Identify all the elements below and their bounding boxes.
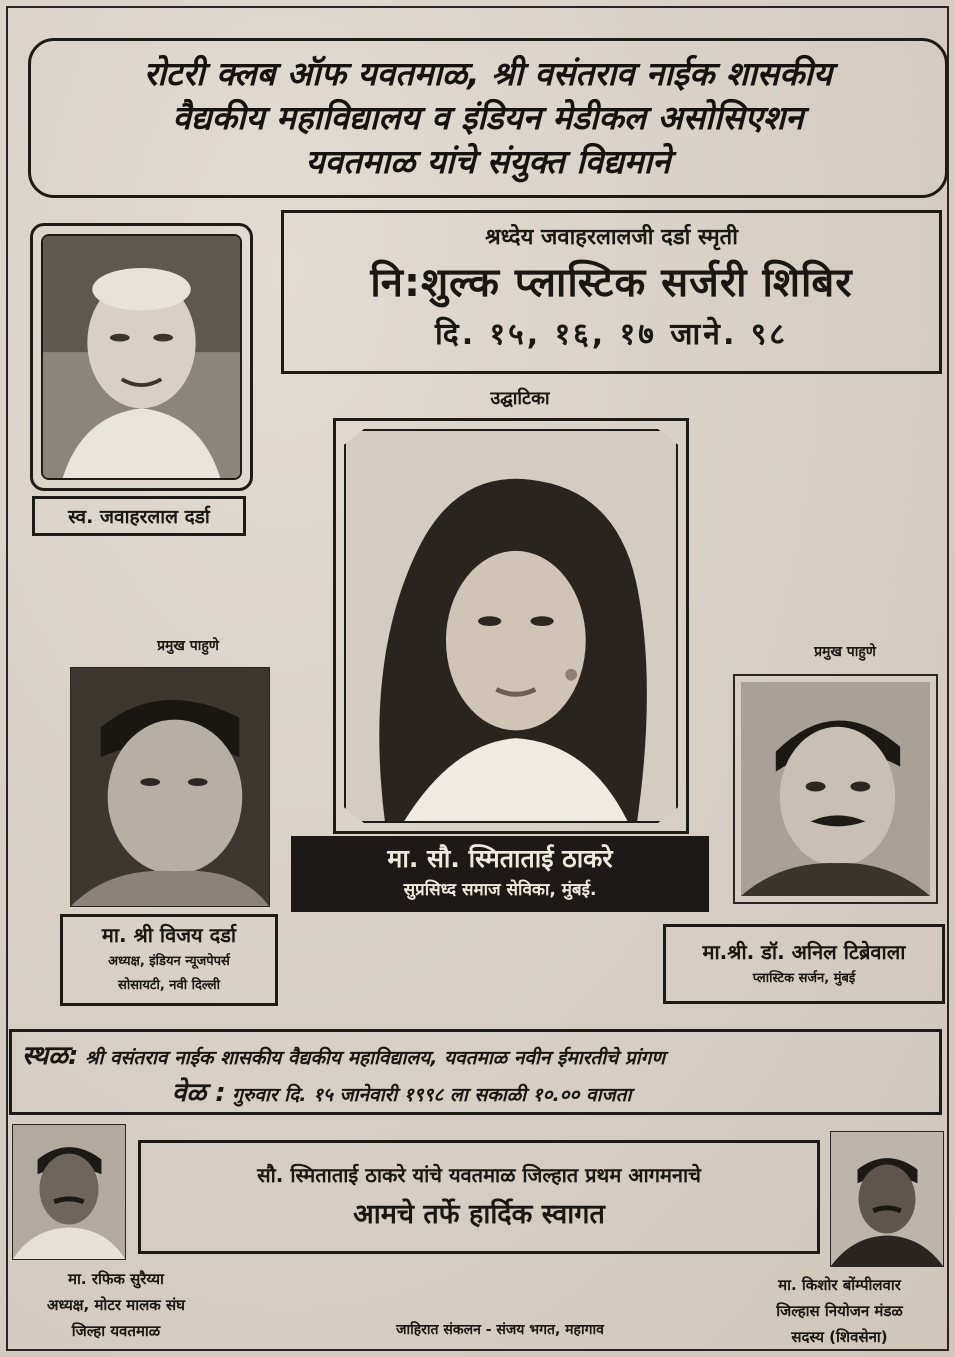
caption-jawaharlal-darda: स्व. जवाहरलाल दर्डा: [32, 496, 246, 536]
rafiq-suraiya-role: अध्यक्ष, मोटर मालक संघ: [46, 1296, 186, 1314]
venue-place-row: [22, 1038, 929, 1076]
banner-line-1: रोटरी क्लब ऑफ यवतमाळ, श्री वसंतराव नाईक शासकीय: [143, 54, 833, 93]
portrait-anil-tibrewala: [733, 674, 938, 904]
memorial-line: श्रध्देय जवाहरलालजी दर्डा स्मृती: [485, 225, 738, 250]
caption-kishor-bompilwar: [732, 1272, 947, 1350]
venue-time-label: वेळ :: [172, 1078, 226, 1108]
portrait-image: [741, 682, 930, 896]
portrait-inaugurator: [333, 418, 689, 834]
vijay-darda-role-1: अध्यक्ष, इंडियन न्यूजपेपर्स: [108, 954, 230, 969]
venue-time-value: गुरुवार दि. १५ जानेवारी १९९८ ला सकाळी १०.०० वाजता: [232, 1084, 632, 1106]
inaugurator-description: सुप्रसिध्द समाज सेविका, मुंबई.: [403, 880, 597, 900]
anil-tibrewala-name: मा.श्री. डॉ. अनिल टिब्रेवाला: [702, 940, 906, 964]
camp-title-box: [281, 210, 942, 374]
rafiq-suraiya-name: मा. रफिक सुरैय्या: [68, 1270, 164, 1288]
banner-line-3: यवतमाळ यांचे संयुक्त विद्यमाने: [305, 142, 671, 181]
venue-place-label: स्थळ:: [22, 1041, 79, 1071]
inaugurator-heading: उद्घाटिका: [490, 388, 550, 409]
inaugurator-name: मा. सौ. स्मिताताई ठाकरे: [387, 844, 613, 873]
portrait-jawaharlal-darda: [30, 223, 253, 491]
venue-place-value: श्री वसंतराव नाईक शासकीय वैद्यकीय महाविद्यालय, यवतमाळ नवीन ईमारतीचे प्रांगण: [85, 1047, 666, 1069]
anil-tibrewala-role: प्लास्टिक सर्जन, मुंबई: [752, 971, 856, 986]
portrait-image: [71, 668, 269, 906]
rafiq-suraiya-place: जिल्हा यवतमाळ: [71, 1322, 161, 1340]
camp-dates: दि. १५, १६, १७ जाने. ९८: [435, 317, 788, 352]
caption-anil-tibrewala: [663, 924, 945, 1004]
camp-title: नि:शुल्क प्लास्टिक सर्जरी शिबिर: [370, 260, 853, 306]
kishor-bompilwar-name: मा. किशोर बोंम्पीलवार: [778, 1276, 901, 1294]
portrait-image: [43, 236, 240, 478]
organizers-banner: [28, 38, 948, 198]
venue-time-row: [22, 1076, 929, 1112]
caption-vijay-darda: [60, 914, 278, 1006]
ad-compilation-credit: जाहिरात संकलन - संजय भगत, महागाव: [396, 1322, 604, 1338]
kishor-bompilwar-place: सदस्य (शिवसेना): [791, 1328, 888, 1346]
portrait-image: [13, 1125, 125, 1259]
kishor-bompilwar-role: जिल्हास नियोजन मंडळ: [776, 1302, 903, 1320]
vijay-darda-name: मा. श्री विजय दर्डा: [101, 923, 237, 947]
welcome-box: [138, 1140, 820, 1254]
welcome-line-1: सौ. स्मिताताई ठाकरे यांचे यवतमाळ जिल्हात प्रथम आगमनाचे: [257, 1163, 701, 1187]
portrait-kishor-bompilwar: [830, 1131, 944, 1267]
portrait-image: [346, 431, 676, 821]
inaugurator-caption: [291, 836, 709, 912]
chief-guest-heading-right: प्रमुख पाहुणे: [814, 644, 876, 660]
banner-line-2: वैद्यकीय महाविद्यालय व इंडियन मेडीकल असोसिएशन: [172, 98, 804, 137]
welcome-line-2: आमचे तर्फे हार्दिक स्वागत: [353, 1199, 605, 1230]
chief-guest-heading-left: प्रमुख पाहुणे: [157, 638, 219, 654]
caption-rafiq-suraiya: [8, 1266, 224, 1344]
venue-box: [9, 1029, 942, 1115]
vijay-darda-role-2: सोसायटी, नवी दिल्ली: [118, 978, 220, 993]
portrait-image: [831, 1132, 943, 1266]
portrait-rafiq-suraiya: [12, 1124, 126, 1260]
portrait-vijay-darda: [70, 667, 270, 907]
